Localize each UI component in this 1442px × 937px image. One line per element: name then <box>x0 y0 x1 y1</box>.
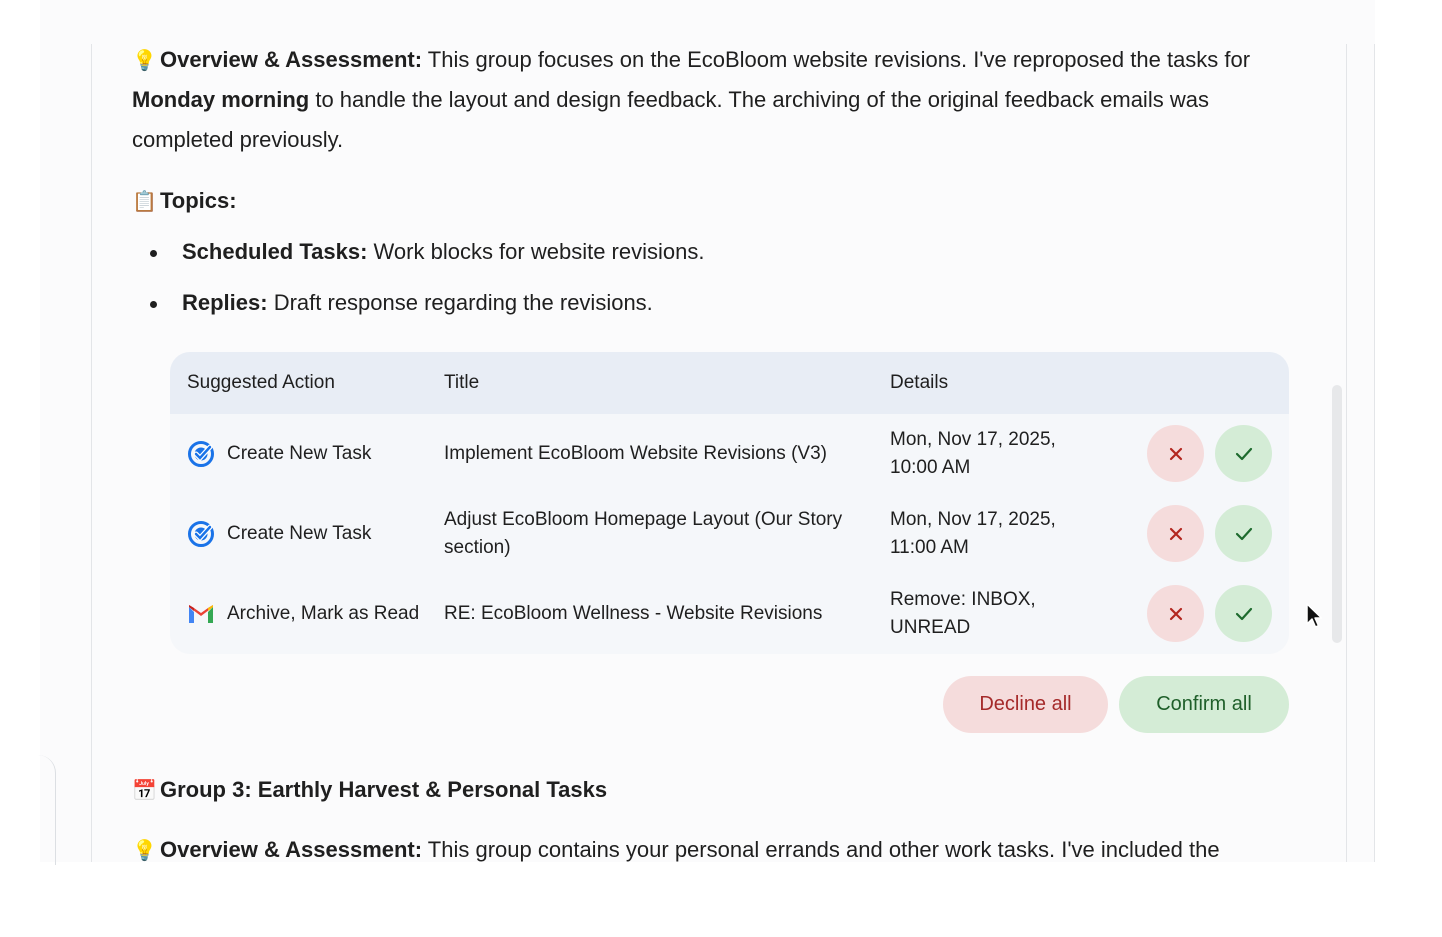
confirm-all-button[interactable]: Confirm all <box>1119 676 1289 733</box>
accept-button[interactable] <box>1215 585 1272 642</box>
overview-section <box>132 40 1292 160</box>
topic-text: Draft response regarding the revisions. <box>267 290 653 315</box>
overview-label: Overview & Assessment: <box>160 47 423 72</box>
accept-button[interactable] <box>1215 425 1272 482</box>
tasks-icon <box>187 440 215 468</box>
table-row <box>170 494 1289 574</box>
decline-button[interactable] <box>1147 585 1204 642</box>
group3-overview-paragraph <box>132 830 1312 862</box>
email-details: Remove: INBOX, UNREAD <box>890 589 1036 638</box>
scrollbar[interactable] <box>1332 385 1342 643</box>
overview-text-1: This group focuses on the EcoBloom website revisions. I've reproposed the tasks for <box>422 47 1251 72</box>
action-label: Archive, Mark as Read <box>227 603 420 624</box>
overview-paragraph <box>132 40 1292 160</box>
topic-text: Work blocks for website revisions. <box>367 239 705 264</box>
column-header-details: Details <box>890 372 949 393</box>
tasks-icon <box>187 520 215 548</box>
group-title: Group 3: Earthly Harvest & Personal Tasks <box>160 777 608 802</box>
group3-overview <box>132 830 1312 862</box>
action-label: Create New Task <box>227 523 372 544</box>
suggested-actions-table <box>170 352 1289 654</box>
overview-label: Overview & Assessment: <box>160 837 423 862</box>
topics-heading <box>132 186 237 216</box>
clipboard-icon: 📋 <box>132 189 157 213</box>
accept-button[interactable] <box>1215 505 1272 562</box>
table-row <box>170 414 1289 494</box>
list-item <box>150 288 704 318</box>
table-header <box>170 352 1289 414</box>
topics-list <box>150 237 704 318</box>
table-row <box>170 574 1289 654</box>
decline-all-button[interactable]: Decline all <box>943 676 1108 733</box>
overview-emphasis: Monday morning <box>132 87 310 112</box>
lightbulb-icon: 💡 <box>132 838 157 862</box>
lightbulb-icon: 💡 <box>132 48 157 72</box>
action-label: Create New Task <box>227 443 372 464</box>
panel-border-left <box>91 44 92 862</box>
close-icon <box>1168 446 1184 462</box>
overview-text: This group contains your personal errands and other work tasks. I've included the <box>422 837 1220 862</box>
group-heading <box>132 775 607 805</box>
column-header-title: Title <box>444 372 480 393</box>
decline-button[interactable] <box>1147 505 1204 562</box>
task-title: Adjust EcoBloom Homepage Layout (Our Story section) <box>444 509 843 558</box>
list-item <box>150 237 704 267</box>
topics-title: Topics: <box>160 188 237 213</box>
check-icon <box>1235 446 1253 462</box>
email-title: RE: EcoBloom Wellness - Website Revisions <box>444 603 823 624</box>
panel-border-right <box>1346 44 1347 862</box>
calendar-icon: 📅 <box>132 778 157 802</box>
mouse-cursor-icon <box>1305 602 1323 630</box>
decline-button[interactable] <box>1147 425 1204 482</box>
close-icon <box>1168 606 1184 622</box>
check-icon <box>1235 526 1253 542</box>
close-icon <box>1168 526 1184 542</box>
gmail-icon <box>187 600 215 628</box>
topic-label: Replies: <box>182 290 268 315</box>
panel-border-outer <box>1374 44 1375 862</box>
check-icon <box>1235 606 1253 622</box>
task-details: Mon, Nov 17, 2025, 10:00 AM <box>890 429 1056 478</box>
side-decoration <box>38 755 56 865</box>
column-header-action: Suggested Action <box>187 372 335 393</box>
overview-text-2: to handle the layout and design feedback. The archiving of the original feedback emails was completed previously. <box>132 87 1209 152</box>
task-details: Mon, Nov 17, 2025, 11:00 AM <box>890 509 1056 558</box>
task-title: Implement EcoBloom Website Revisions (V3) <box>444 443 827 464</box>
topic-label: Scheduled Tasks: <box>182 239 368 264</box>
